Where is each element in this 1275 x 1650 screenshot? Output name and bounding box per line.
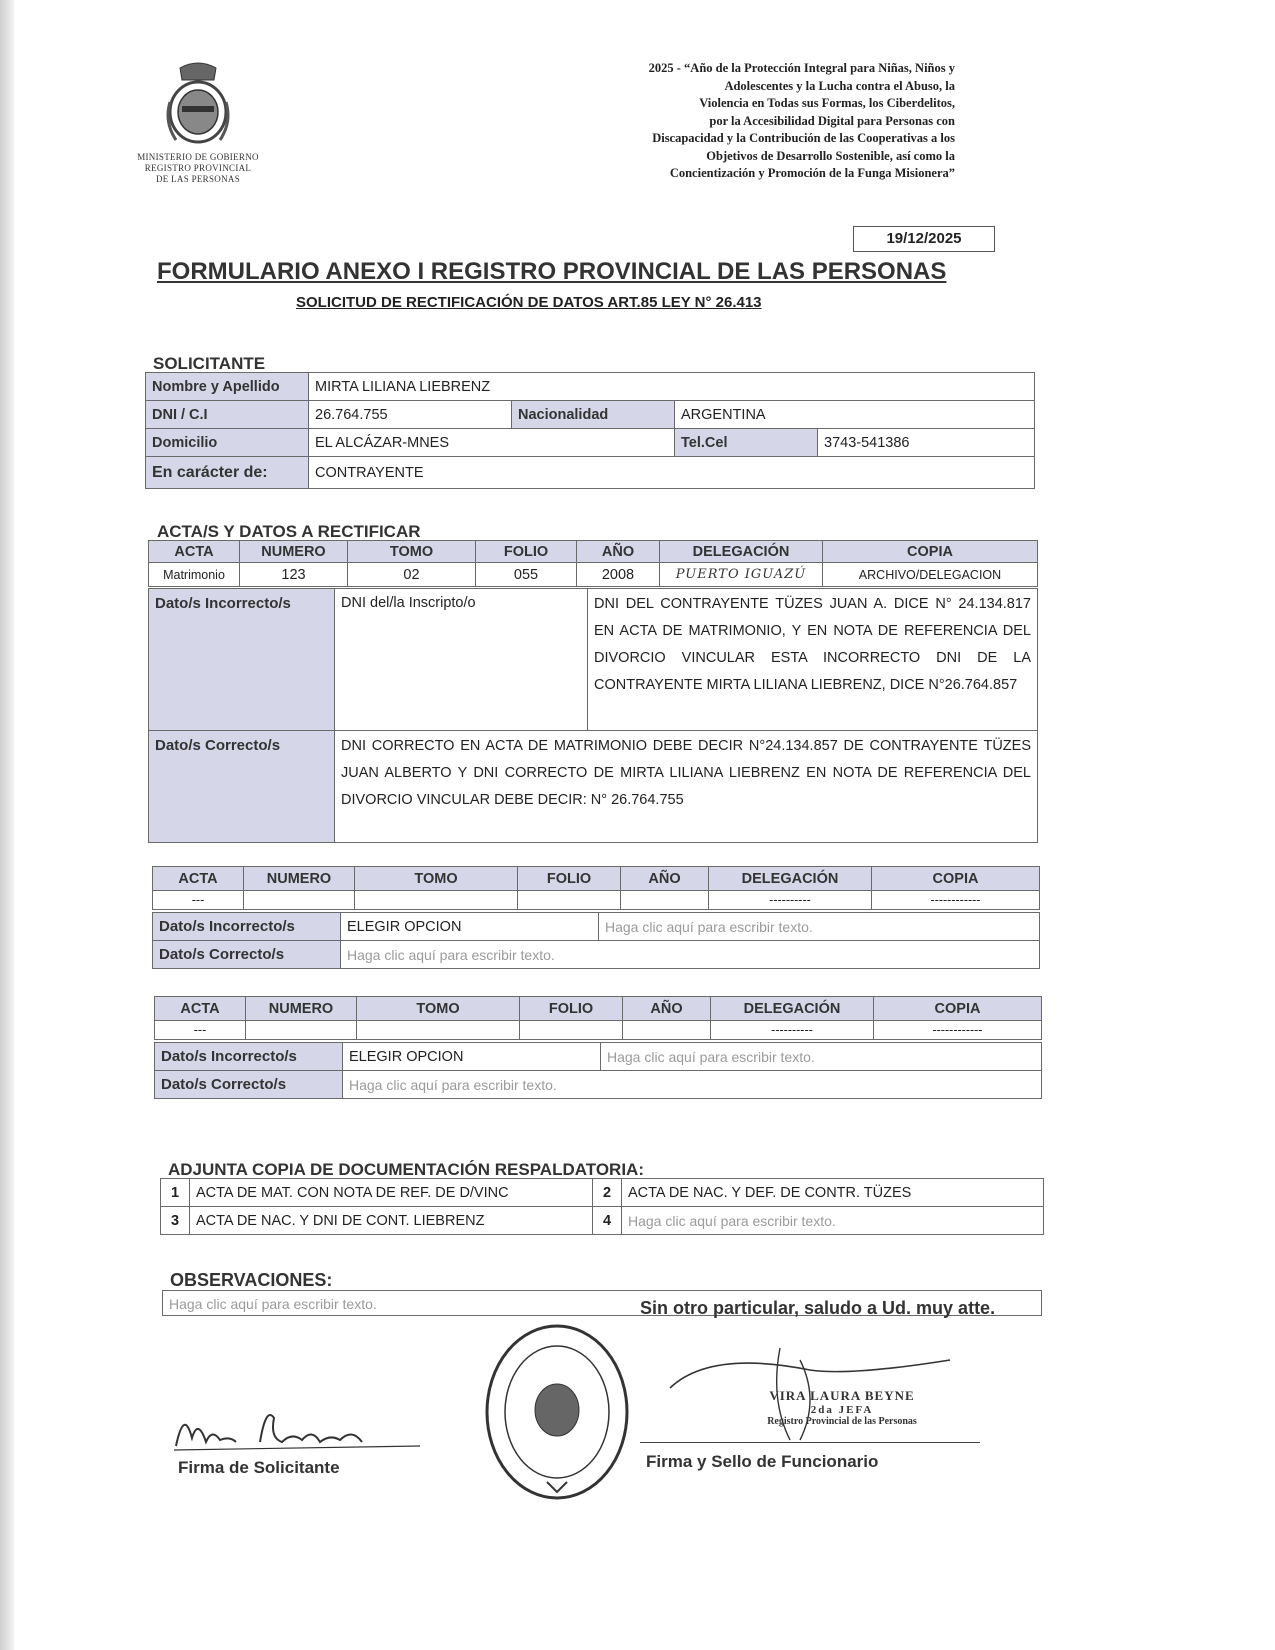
date-field[interactable]: 19/12/2025 — [853, 226, 995, 252]
incorrect-label: Dato/s Incorrecto/s — [155, 1043, 343, 1071]
adjunta-item-input[interactable]: ACTA DE NAC. Y DEF. DE CONTR. TÜZES — [622, 1179, 1044, 1207]
adjunta-number: 2 — [593, 1179, 622, 1207]
motto-line: Adolescentes y la Lucha contra el Abuso, la — [724, 78, 955, 93]
adjunta-number: 3 — [161, 1207, 190, 1235]
acta-2-details — [152, 912, 1040, 969]
adjunta-item-input[interactable]: Haga clic aquí para escribir texto. — [622, 1207, 1044, 1235]
tomo-field[interactable]: 02 — [348, 563, 476, 587]
anio-field[interactable] — [621, 891, 709, 910]
funcionario-signature-line — [640, 1442, 980, 1443]
firma-solicitante-label: Firma de Solicitante — [178, 1458, 340, 1477]
correct-text-input[interactable]: Haga clic aquí para escribir texto. — [341, 941, 1040, 969]
col-tomo: TOMO — [357, 997, 520, 1021]
tomo-field[interactable] — [355, 891, 518, 910]
col-numero: NUMERO — [246, 997, 357, 1021]
stamp-office: Registro Provincial de las Personas — [767, 1416, 917, 1427]
adjunta-item-input[interactable]: ACTA DE MAT. CON NOTA DE REF. DE D/VINC — [190, 1179, 593, 1207]
motto-line: Objetivos de Desarrollo Sostenible, así como la — [706, 148, 955, 163]
col-acta: ACTA — [153, 867, 244, 891]
col-delegacion: DELEGACIÓN — [709, 867, 872, 891]
col-folio: FOLIO — [520, 997, 623, 1021]
form-subtitle: SOLICITUD DE RECTIFICACIÓN DE DATOS ART.85 LEY N° 26.413 — [296, 294, 762, 311]
correct-label: Dato/s Correcto/s — [149, 731, 335, 843]
col-delegacion: DELEGACIÓN — [660, 541, 823, 563]
delegacion-select[interactable]: ---------- — [711, 1021, 874, 1040]
nombre-field[interactable]: MIRTA LILIANA LIEBRENZ — [309, 373, 1035, 401]
correct-label: Dato/s Correcto/s — [153, 941, 341, 969]
correct-label: Dato/s Correcto/s — [155, 1071, 343, 1099]
dni-label: DNI / C.I — [146, 401, 309, 429]
incorrect-detail-text[interactable]: DNI DEL CONTRAYENTE TÜZES JUAN A. DICE N° 24.134.817 EN ACTA DE MATRIMONIO, Y EN NOTA DE REFERENCIA DEL DIVORCIO VINCULAR ESTA INCORRECTO DNI DE LA CONTRAYENTE MIRTA LILIANA LIEBRENZ, DICE N°26.764.857 — [588, 589, 1038, 731]
acta-type-select[interactable]: --- — [153, 891, 244, 910]
incorrect-label: Dato/s Incorrecto/s — [153, 913, 341, 941]
copia-field[interactable]: ARCHIVO/DELEGACION — [823, 563, 1038, 587]
firma-funcionario-label: Firma y Sello de Funcionario — [646, 1452, 879, 1471]
motto-line: Concientización y Promoción de la Funga Misionera” — [669, 166, 955, 180]
acta-2-table — [152, 866, 1040, 910]
stamp-role: 2da JEFA — [810, 1404, 874, 1416]
incorrect-text-input[interactable]: Haga clic aquí para escribir texto. — [599, 913, 1040, 941]
tel-field[interactable]: 3743-541386 — [818, 429, 1035, 457]
caracter-label: En carácter de: — [146, 457, 309, 489]
tomo-field[interactable] — [357, 1021, 520, 1040]
signature-icon — [170, 1398, 430, 1458]
adjunta-item-input[interactable]: ACTA DE NAC. Y DNI DE CONT. LIEBRENZ — [190, 1207, 593, 1235]
delegacion-select[interactable]: ---------- — [709, 891, 872, 910]
folio-field[interactable] — [520, 1021, 623, 1040]
col-folio: FOLIO — [476, 541, 577, 563]
dni-field[interactable]: 26.764.755 — [309, 401, 512, 429]
form-title: FORMULARIO ANEXO I REGISTRO PROVINCIAL DE LAS PERSONAS — [157, 258, 947, 285]
ministry-line: DE LAS PERSONAS — [155, 174, 240, 184]
observaciones-heading: OBSERVACIONES: — [170, 1270, 333, 1290]
col-folio: FOLIO — [518, 867, 621, 891]
col-anio: AÑO — [621, 867, 709, 891]
col-copia: COPIA — [874, 997, 1042, 1021]
adjunta-table — [160, 1178, 1044, 1235]
year-motto — [495, 60, 955, 183]
motto-line: Violencia en Todas sus Formas, los Ciberdelitos, — [699, 96, 955, 110]
copia-select[interactable]: ------------ — [872, 891, 1040, 910]
domicilio-field[interactable]: EL ALCÁZAR-MNES — [309, 429, 675, 457]
col-copia: COPIA — [823, 541, 1038, 563]
ministry-line: MINISTERIO DE GOBIERNO — [137, 152, 259, 162]
domicilio-label: Domicilio — [146, 429, 309, 457]
numero-field[interactable] — [246, 1021, 357, 1040]
solicitante-table — [145, 372, 1035, 489]
delegation-seal — [482, 1322, 632, 1502]
actas-heading: ACTA/S Y DATOS A RECTIFICAR — [157, 522, 421, 541]
solicitante-heading: SOLICITANTE — [153, 354, 266, 373]
motto-line: Discapacidad y la Contribución de las Cooperativas a los — [652, 131, 955, 145]
nacionalidad-label: Nacionalidad — [512, 401, 675, 429]
col-anio: AÑO — [577, 541, 660, 563]
closing-text: Sin otro particular, saludo a Ud. muy atte. — [640, 1298, 996, 1318]
incorrect-option-select[interactable]: ELEGIR OPCION — [341, 913, 599, 941]
incorrect-option-select[interactable]: ELEGIR OPCION — [343, 1043, 601, 1071]
solicitante-signature — [170, 1398, 430, 1458]
delegacion-field[interactable]: PUERTO IGUAZÚ — [660, 563, 823, 587]
correct-detail-text[interactable]: DNI CORRECTO EN ACTA DE MATRIMONIO DEBE DECIR N°24.134.857 DE CONTRAYENTE TÜZES JUAN ALBERTO Y DNI CORRECTO DE MIRTA LILIANA LIEBRENZ EN NOTA DE REFERENCIA DEL DIVORCIO VINCULAR DEBE DECIR: N° 26.764.755 — [335, 731, 1038, 843]
anio-field[interactable] — [623, 1021, 711, 1040]
anio-field[interactable]: 2008 — [577, 563, 660, 587]
col-copia: COPIA — [872, 867, 1040, 891]
adjunta-heading: ADJUNTA COPIA DE DOCUMENTACIÓN RESPALDATORIA: — [168, 1160, 644, 1179]
stamp-name: VIRA LAURA BEYNE — [769, 1388, 915, 1403]
col-numero: NUMERO — [244, 867, 355, 891]
motto-line: por la Accesibilidad Digital para Personas con — [709, 113, 955, 128]
col-delegacion: DELEGACIÓN — [711, 997, 874, 1021]
incorrect-field-select[interactable]: DNI del/la Inscripto/o — [335, 589, 588, 731]
numero-field[interactable]: 123 — [240, 563, 348, 587]
correct-text-input[interactable]: Haga clic aquí para escribir texto. — [343, 1071, 1042, 1099]
adjunta-number: 4 — [593, 1207, 622, 1235]
col-tomo: TOMO — [355, 867, 518, 891]
copia-select[interactable]: ------------ — [874, 1021, 1042, 1040]
acta-1-table — [148, 540, 1038, 587]
round-seal-icon — [482, 1322, 632, 1502]
funcionario-stamp — [712, 1388, 972, 1427]
incorrect-label: Dato/s Incorrecto/s — [149, 589, 335, 731]
col-anio: AÑO — [623, 997, 711, 1021]
provincial-seal-icon — [158, 62, 238, 152]
motto-line: 2025 - “Año de la Protección Integral para Niñas, Niños y — [648, 61, 955, 75]
nacionalidad-field[interactable]: ARGENTINA — [675, 401, 1035, 429]
caracter-field[interactable]: CONTRAYENTE — [309, 457, 1035, 489]
col-numero: NUMERO — [240, 541, 348, 563]
numero-field[interactable] — [244, 891, 355, 910]
folio-field[interactable] — [518, 891, 621, 910]
acta-1-details — [148, 588, 1038, 843]
tel-label: Tel.Cel — [675, 429, 818, 457]
observaciones-input[interactable]: Haga clic aquí para escribir texto. — [162, 1290, 1042, 1316]
scan-edge — [0, 0, 14, 1650]
col-tomo: TOMO — [348, 541, 476, 563]
ministry-line: REGISTRO PROVINCIAL — [144, 163, 252, 173]
acta-type-select[interactable]: --- — [155, 1021, 246, 1040]
acta-3-table — [154, 996, 1042, 1040]
acta-3-details — [154, 1042, 1042, 1099]
adjunta-number: 1 — [161, 1179, 190, 1207]
folio-field[interactable]: 055 — [476, 563, 577, 587]
ministry-logo — [118, 62, 278, 202]
acta-type-field[interactable]: Matrimonio — [149, 563, 240, 587]
col-acta: ACTA — [149, 541, 240, 563]
nombre-label: Nombre y Apellido — [146, 373, 309, 401]
incorrect-text-input[interactable]: Haga clic aquí para escribir texto. — [601, 1043, 1042, 1071]
col-acta: ACTA — [155, 997, 246, 1021]
